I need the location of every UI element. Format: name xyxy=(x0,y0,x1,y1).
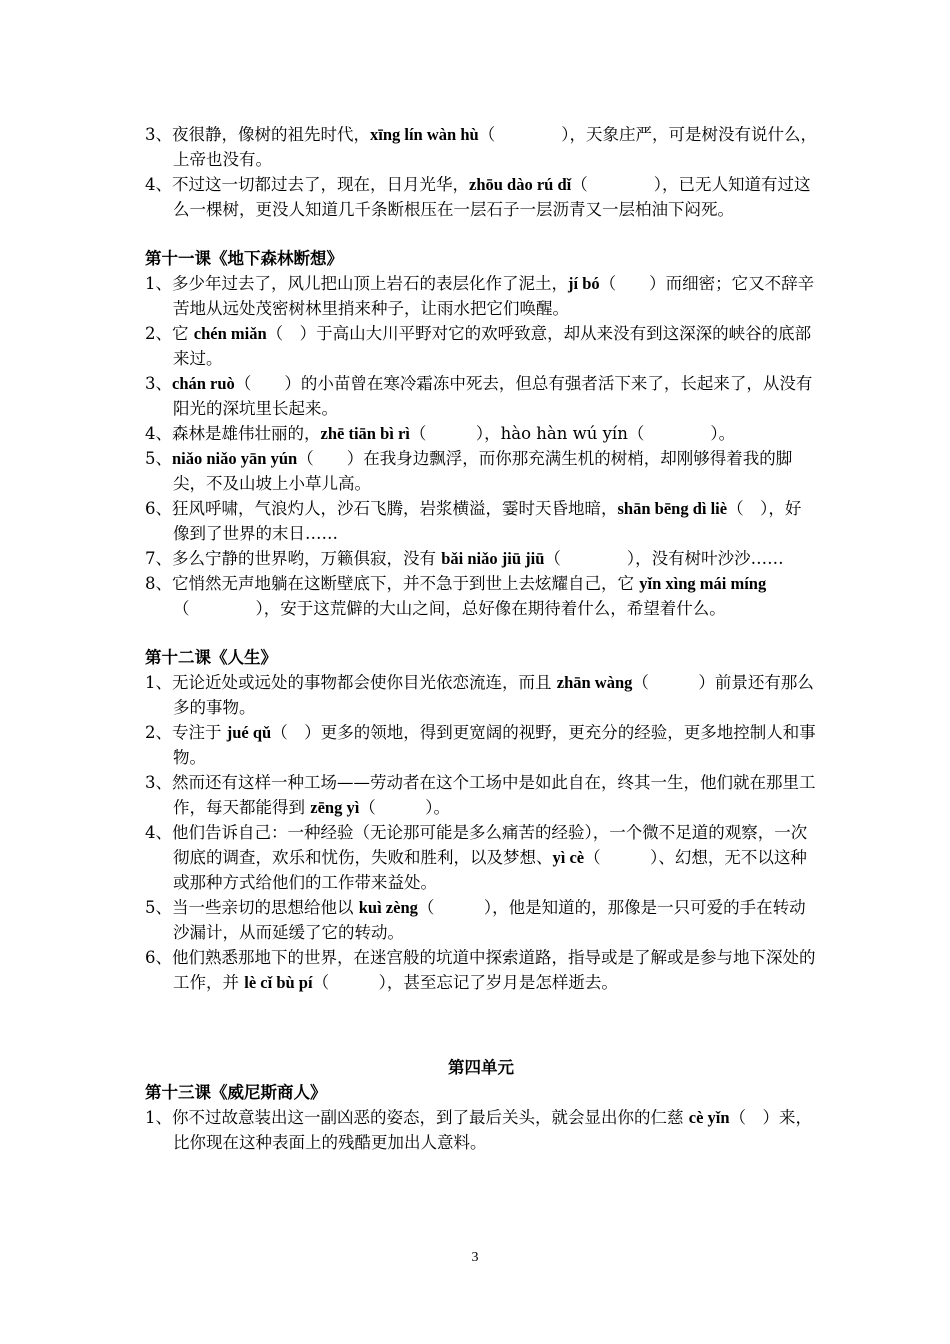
exercise-item: 6、狂风呼啸，气浪灼人，沙石飞腾，岩浆横溢，霎时天昏地暗，shān bēng dì liè（ ），好像到了世界的末日…… xyxy=(145,499,802,543)
pinyin-prompt: chén miǎn xyxy=(193,324,267,343)
pinyin-prompt: zhōu dào rú dǐ xyxy=(469,175,572,194)
pinyin-prompt: zēng yì xyxy=(310,798,360,817)
exercise-item: 1、无论近处或远处的事物都会使你目光依恋流连，而且 zhān wàng（ ）前景还有那么多的事物。 xyxy=(145,673,814,717)
unit-title: 第四单元 xyxy=(448,1058,514,1077)
exercise-item: 4、不过这一切都过去了，现在，日月光华，zhōu dào rú dǐ（ ），已无人知道有过这么一棵树，更没人知道几千条断根压在一层石子一层沥青又一层柏油下闷死。 xyxy=(145,175,811,219)
exercise-item: 8、它悄然无声地躺在这断壁底下，并不急于到世上去炫耀自己，它 yǐn xìng mái míng（ ），安于这荒僻的大山之间，总好像在期待着什么，希望着什么。 xyxy=(145,574,767,618)
section-11 xyxy=(145,246,817,621)
exercise-item: 4、森林是雄伟壮丽的，zhē tiān bì rì（ ），hào hàn wú yín（ ）。 xyxy=(145,424,736,443)
lesson-title: 第十二课《人生》 xyxy=(145,648,277,667)
exercise-item: 1、多少年过去了，风儿把山顶上岩石的表层化作了泥土，jí bó（ ）而细密；它又不辞辛苦地从远处茂密树林里捎来种子，让雨水把它们唤醒。 xyxy=(145,274,815,318)
pinyin-prompt: yì cè xyxy=(552,848,585,867)
exercise-item: 5、niǎo niǎo yān yún（ ）在我身边飘浮，而你那充满生机的树梢，却刚够得着我的脚尖，不及山坡上小草儿高。 xyxy=(145,449,793,493)
page-content xyxy=(145,122,817,1155)
pinyin-prompt: jí bó xyxy=(568,274,600,293)
pinyin-prompt: zhān wàng xyxy=(556,673,633,692)
section-12 xyxy=(145,645,817,995)
pinyin-prompt: xīng lín wàn hù xyxy=(370,125,479,144)
exercise-item: 5、当一些亲切的思想给他以 kuì zèng（ ），他是知道的，那像是一只可爱的手在转动沙漏计，从而延缓了它的转动。 xyxy=(145,898,806,942)
exercise-item: 3、chán ruò（ ）的小苗曾在寒冷霜冻中死去，但总有强者活下来了，长起来了，从没有阳光的深坑里长起来。 xyxy=(145,374,813,418)
pinyin-prompt: niǎo niǎo yān yún xyxy=(172,449,298,468)
exercise-item: 3、然而还有这样一种工场——劳动者在这个工场中是如此自在，终其一生，他们就在那里工作，每天都能得到 zēng yì（ ）。 xyxy=(145,773,816,817)
pinyin-prompt: yǐn xìng mái míng xyxy=(639,574,767,593)
section-13 xyxy=(145,1080,817,1155)
pinyin-prompt: jué qǔ xyxy=(226,723,272,742)
pinyin-prompt: zhē tiān bì rì xyxy=(320,424,410,443)
exercise-item: 2、它 chén miǎn（ ）于高山大川平野对它的欢呼致意，却从来没有到这深深的峡谷的底部来过。 xyxy=(145,324,812,368)
lesson-title: 第十一课《地下森林断想》 xyxy=(145,249,343,268)
pinyin-prompt: bǎi niǎo jiū jiū xyxy=(441,549,545,568)
lesson-title: 第十三课《威尼斯商人》 xyxy=(145,1083,327,1102)
pinyin-prompt: kuì zèng xyxy=(358,898,418,917)
pinyin-prompt: chán ruò xyxy=(172,374,235,393)
exercise-item: 2、专注于 jué qǔ（ ）更多的领地，得到更宽阔的视野，更充分的经验，更多地控制人和事物。 xyxy=(145,723,816,767)
pinyin-prompt: cè yǐn xyxy=(688,1108,730,1127)
page-number: 3 xyxy=(471,1250,479,1265)
pinyin-prompt: shān bēng dì liè xyxy=(617,499,728,518)
exercise-item: 7、多么宁静的世界哟，万籁俱寂，没有 bǎi niǎo jiū jiū（ ），没有树叶沙沙…… xyxy=(145,549,784,568)
pinyin-prompt: lè cǐ bù pí xyxy=(244,973,313,992)
exercise-item: 4、他们告诉自己：一种经验（无论那可能是多么痛苦的经验），一个微不足道的观察，一次彻底的调查，欢乐和忧伤，失败和胜利，以及梦想、yì cè（ ）、幻想，无不以这种或那种方式给他们的工作带来益处。 xyxy=(145,823,808,892)
exercise-item: 1、你不过故意装出这一副凶恶的姿态，到了最后关头，就会显出你的仁慈 cè yǐn（ ）来，比你现在这种表面上的残酷更加出人意料。 xyxy=(145,1108,813,1152)
exercise-item: 6、他们熟悉那地下的世界，在迷宫般的坑道中探索道路，指导或是了解或是参与地下深处的工作，并 lè cǐ bù pí（ ），甚至忘记了岁月是怎样逝去。 xyxy=(145,948,816,992)
exercise-item: 3、夜很静，像树的祖先时代，xīng lín wàn hù（ ），天象庄严，可是树没有说什么，上帝也没有。 xyxy=(145,125,817,169)
section-10-continued xyxy=(145,122,817,222)
